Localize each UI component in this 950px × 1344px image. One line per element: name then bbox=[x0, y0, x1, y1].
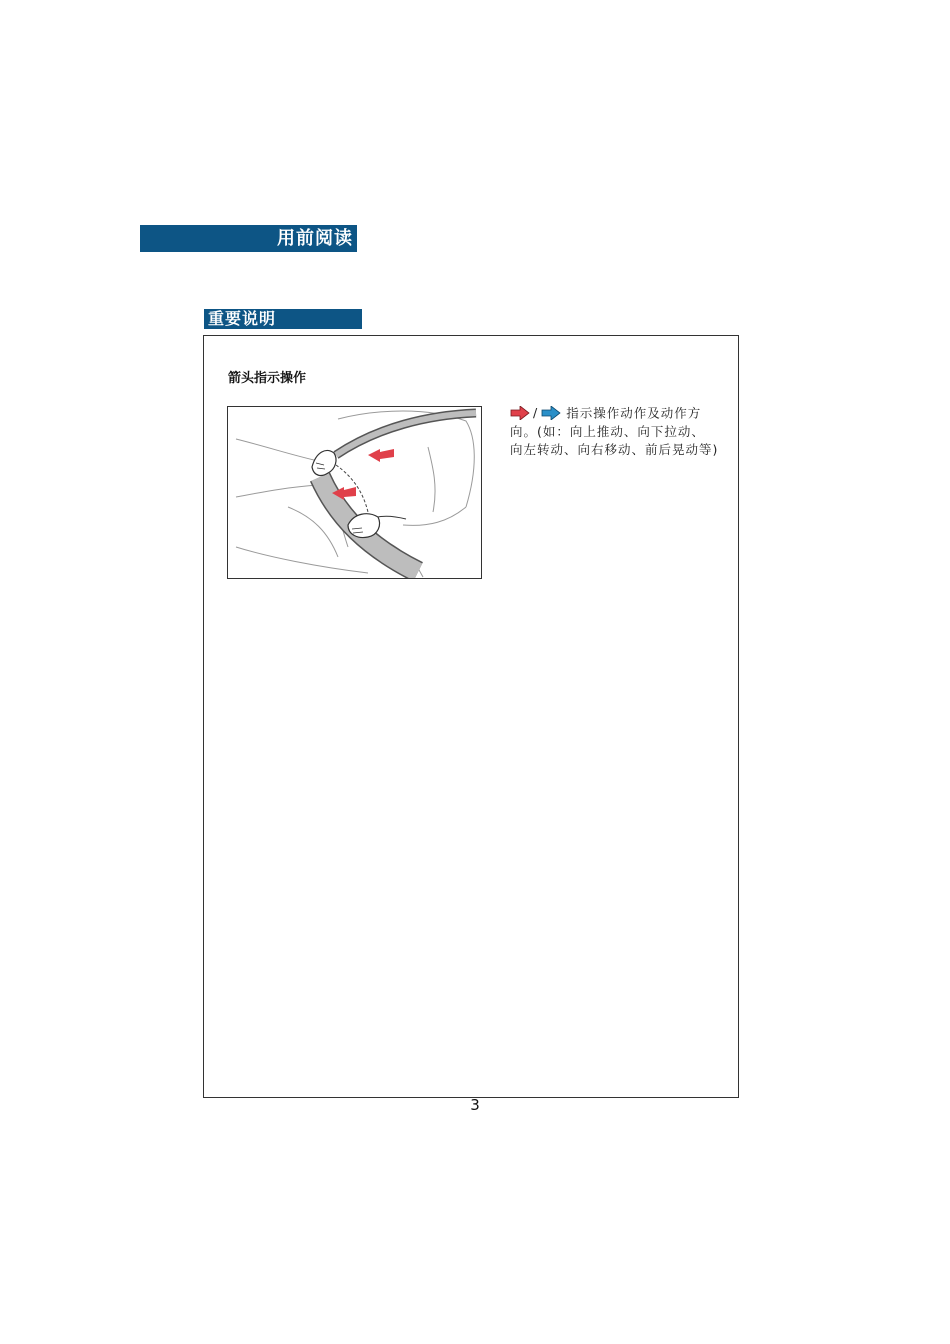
arrow-description bbox=[510, 404, 725, 460]
section-title-banner bbox=[204, 309, 362, 329]
chapter-title: 用前阅读 bbox=[277, 228, 353, 249]
chapter-title-banner bbox=[140, 225, 357, 252]
page-number: 3 bbox=[470, 1096, 480, 1114]
arrow-instruction-heading: 箭头指示操作 bbox=[228, 371, 307, 386]
description-line-2: 向。(如：向上推动、向下拉动、 bbox=[510, 423, 705, 439]
content-box bbox=[203, 335, 739, 1098]
arrow-icons bbox=[510, 404, 561, 423]
seatbelt-illustration bbox=[227, 406, 482, 579]
icon-separator: / bbox=[533, 405, 539, 420]
blue-right-arrow-icon bbox=[541, 406, 561, 420]
description-line-1: 指示操作动作及动作方 bbox=[566, 405, 702, 421]
description-line-3: 向左转动、向右移动、前后晃动等) bbox=[510, 442, 719, 458]
section-title: 重要说明 bbox=[208, 309, 277, 328]
red-right-arrow-icon bbox=[510, 406, 530, 420]
